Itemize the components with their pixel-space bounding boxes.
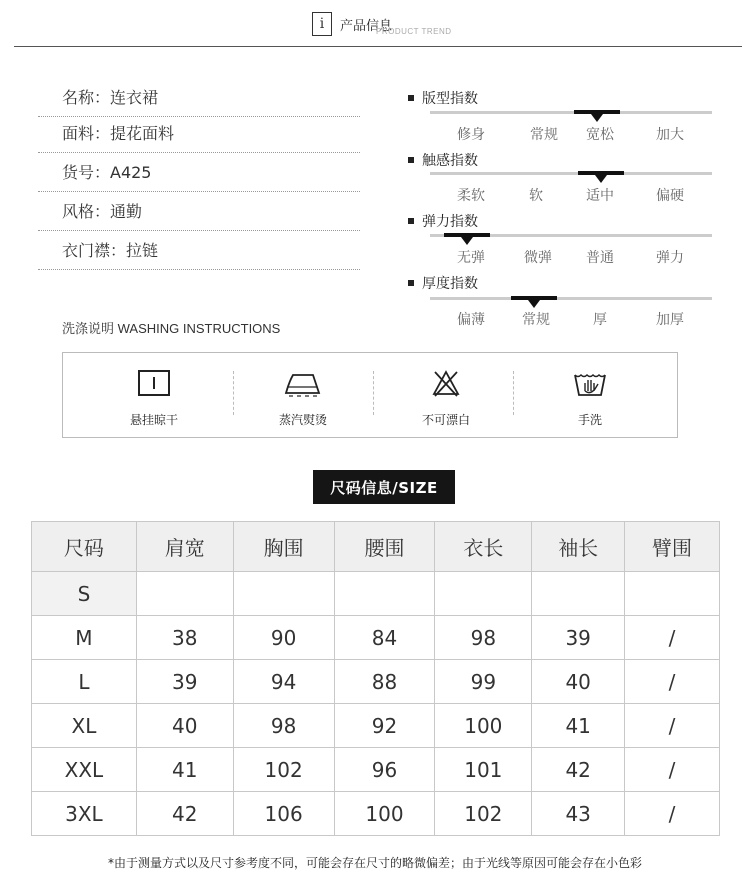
table-row: [32, 572, 720, 616]
table-cell: 41: [136, 748, 233, 792]
stretch-option-normal: 普通: [586, 250, 614, 266]
bullet-square-icon: [408, 95, 414, 101]
touch-option-medium: 适中: [586, 188, 614, 204]
table-cell: 39: [532, 616, 625, 660]
table-cell: 106: [233, 792, 334, 836]
stretch-index-title: [408, 211, 478, 231]
table-row: [32, 748, 720, 792]
fit-index-pointer-icon: [591, 114, 603, 122]
fit-index-bar: [430, 111, 712, 114]
stretch-index-pointer-icon: [461, 237, 473, 245]
bullet-square-icon: [408, 280, 414, 286]
table-cell: 39: [136, 660, 233, 704]
table-cell: 38: [136, 616, 233, 660]
stretch-index-options: [430, 247, 712, 265]
thickness-option-regular: 常规: [522, 312, 550, 328]
table-cell: XL: [32, 704, 137, 748]
stretch-index-bar: [430, 234, 712, 237]
table-cell: 98: [233, 704, 334, 748]
table-cell: 3XL: [32, 792, 137, 836]
table-row: [32, 792, 720, 836]
hand-wash-icon: [570, 367, 610, 399]
thickness-index-bar: [430, 297, 712, 300]
no-bleach-icon: [426, 367, 466, 399]
fit-option-loose: 宽松: [586, 127, 614, 143]
touch-option-softish: 软: [529, 188, 543, 204]
section-title: [340, 15, 452, 36]
table-cell: [136, 572, 233, 616]
footnote: *由于测量方式以及尺寸参考度不同，可能会存在尺寸的略微偏差；由于光线等原因可能会存在小色彩: [107, 856, 642, 870]
wash-label-hang-dry: 悬挂晾干: [129, 413, 178, 427]
wash-label-steam-iron: 蒸汽熨烫: [278, 413, 327, 427]
wash-label-no-bleach: 不可漂白: [421, 413, 470, 427]
thickness-option-thin: 偏薄: [457, 312, 485, 328]
property-style: 风格：通勤: [62, 202, 143, 221]
property-name: 名称：连衣裙: [62, 88, 159, 107]
hang-dry-icon: [134, 367, 174, 399]
table-row: [32, 704, 720, 748]
column-header: 腰围: [334, 522, 435, 572]
wash-item-steam-iron: [233, 353, 373, 439]
fit-option-plus: 加大: [656, 127, 684, 143]
table-cell: 100: [435, 704, 532, 748]
table-row: [32, 616, 720, 660]
section-subtitle: PRODUCT TREND: [376, 26, 452, 36]
fit-index-options: [430, 124, 712, 142]
fit-option-slim: 修身: [457, 127, 485, 143]
touch-index-options: [430, 185, 712, 203]
property-sku: 货号：A425: [62, 163, 152, 182]
table-cell: [233, 572, 334, 616]
wash-item-hang-dry: [84, 353, 224, 439]
table-cell: /: [625, 660, 720, 704]
column-header: 臂围: [625, 522, 720, 572]
table-cell: /: [625, 704, 720, 748]
fit-option-regular: 常规: [530, 127, 558, 143]
touch-index-label: 触感指数: [422, 153, 478, 169]
table-cell: 100: [334, 792, 435, 836]
thickness-option-thick: 厚: [593, 312, 607, 328]
table-cell: 94: [233, 660, 334, 704]
column-header: 胸围: [233, 522, 334, 572]
property-row-name: [38, 78, 360, 117]
table-cell: [532, 572, 625, 616]
table-header-row: [32, 522, 720, 572]
stretch-option-elastic: 弹力: [656, 250, 684, 266]
table-cell: 40: [532, 660, 625, 704]
info-icon: i: [312, 12, 332, 36]
size-table: [31, 521, 720, 836]
column-header: 袖长: [532, 522, 625, 572]
table-cell: 99: [435, 660, 532, 704]
table-cell: [625, 572, 720, 616]
table-cell: 88: [334, 660, 435, 704]
table-cell: 84: [334, 616, 435, 660]
column-header: 衣长: [435, 522, 532, 572]
table-cell: /: [625, 748, 720, 792]
fit-index-label: 版型指数: [422, 91, 478, 107]
wash-divider: [373, 371, 374, 415]
table-cell: M: [32, 616, 137, 660]
wash-item-no-bleach: [376, 353, 516, 439]
touch-index-pointer-icon: [595, 175, 607, 183]
table-cell: 96: [334, 748, 435, 792]
washing-panel: [62, 352, 678, 438]
column-header: 尺码: [32, 522, 137, 572]
table-cell: 42: [532, 748, 625, 792]
table-row: [32, 660, 720, 704]
bullet-square-icon: [408, 157, 414, 163]
table-cell: 102: [233, 748, 334, 792]
stretch-option-none: 无弹: [457, 250, 485, 266]
thickness-option-extra-thick: 加厚: [656, 312, 684, 328]
stretch-index-label: 弹力指数: [422, 214, 478, 230]
table-cell: /: [625, 792, 720, 836]
table-cell: 43: [532, 792, 625, 836]
table-cell: 41: [532, 704, 625, 748]
table-cell: /: [625, 616, 720, 660]
property-row-closure: [38, 231, 360, 270]
stretch-option-slight: 微弹: [524, 250, 552, 266]
touch-index-bar: [430, 172, 712, 175]
property-row-fabric: [38, 114, 360, 153]
touch-index-title: [408, 150, 478, 170]
table-cell: S: [32, 572, 137, 616]
column-header: 肩宽: [136, 522, 233, 572]
table-cell: [334, 572, 435, 616]
property-row-sku: [38, 153, 360, 192]
thickness-index-label: 厚度指数: [422, 276, 478, 292]
table-cell: 92: [334, 704, 435, 748]
wash-item-hand-wash: [520, 353, 660, 439]
property-fabric: 面料：提花面料: [62, 124, 175, 143]
washing-title: 洗涤说明 WASHING INSTRUCTIONS: [62, 321, 281, 336]
steam-iron-icon: [283, 367, 323, 399]
table-cell: 102: [435, 792, 532, 836]
header-divider: [14, 46, 742, 47]
table-cell: 42: [136, 792, 233, 836]
property-row-style: [38, 192, 360, 231]
table-cell: 90: [233, 616, 334, 660]
thickness-index-title: [408, 273, 478, 293]
table-cell: 98: [435, 616, 532, 660]
touch-option-soft: 柔软: [457, 188, 485, 204]
section-header: [312, 12, 452, 36]
section-title-text: 产品信息: [340, 18, 393, 34]
table-cell: 101: [435, 748, 532, 792]
table-cell: XXL: [32, 748, 137, 792]
size-heading: 尺码信息/SIZE: [313, 470, 455, 504]
bullet-square-icon: [408, 218, 414, 224]
wash-divider: [513, 371, 514, 415]
table-cell: 40: [136, 704, 233, 748]
thickness-index-pointer-icon: [528, 300, 540, 308]
touch-option-firm: 偏硬: [656, 188, 684, 204]
fit-index-title: [408, 88, 478, 108]
wash-label-hand-wash: 手洗: [577, 413, 602, 427]
thickness-index-options: [430, 309, 712, 327]
property-closure: 衣门襟：拉链: [62, 241, 159, 260]
table-cell: [435, 572, 532, 616]
table-cell: L: [32, 660, 137, 704]
